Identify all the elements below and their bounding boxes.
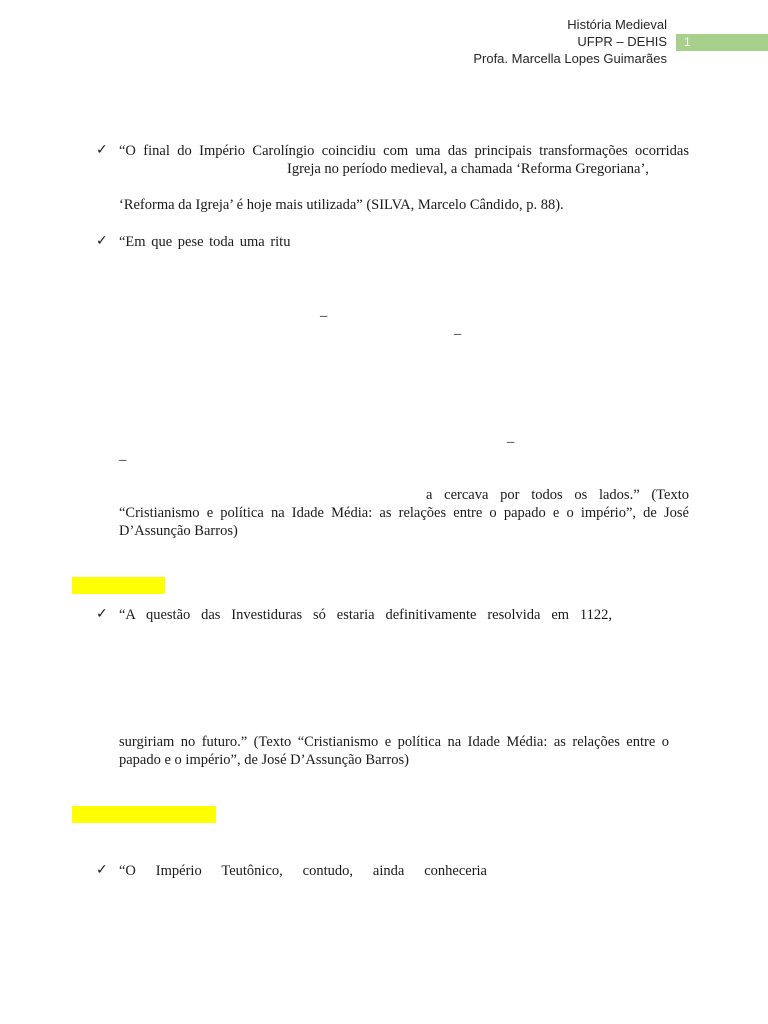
quote2-line3: “Cristianismo e política na Idade Média: as relações entre o papado e o império”, de José <box>119 505 689 521</box>
checkmark-icon: ✓ <box>96 862 108 878</box>
quote3-line1: “A questão das Investiduras só estaria definitivamente resolvida em 1122, <box>119 607 612 623</box>
header-course: História Medieval <box>567 17 667 32</box>
quote2-line2: a cercava por todos os lados.” (Texto <box>426 487 689 503</box>
header-teacher: Profa. Marcella Lopes Guimarães <box>473 51 667 66</box>
dash-mark: _ <box>507 429 515 445</box>
checkmark-icon: ✓ <box>96 606 108 622</box>
yellow-highlight <box>72 806 216 823</box>
dash-mark: _ <box>119 447 127 463</box>
checkmark-icon: ✓ <box>96 142 108 158</box>
document-header <box>473 16 667 67</box>
quote1-line1: “O final do Império Carolíngio coincidiu com uma das principais transformações ocorridas <box>119 143 689 159</box>
quote3-line2: surgiriam no futuro.” (Texto “Cristianismo e política na Idade Média: as relações entre o <box>119 734 669 750</box>
quote2-line4: D’Assunção Barros) <box>119 523 238 539</box>
checkmark-icon: ✓ <box>96 233 108 249</box>
quote1-line2: Igreja no período medieval, a chamada ‘Reforma Gregoriana’, <box>287 161 649 177</box>
dash-mark: _ <box>454 321 462 337</box>
quote2-line1: “Em que pese toda uma ritu <box>119 234 291 250</box>
quote1-line3: ‘Reforma da Igreja’ é hoje mais utilizada” (SILVA, Marcelo Cândido, p. 88). <box>119 197 564 213</box>
page-number: 1 <box>676 34 768 51</box>
dash-mark: _ <box>320 303 328 319</box>
yellow-highlight <box>72 577 165 594</box>
quote3-line3: papado e o império”, de José D’Assunção Barros) <box>119 752 409 768</box>
quote4-line1: “O Império Teutônico, contudo, ainda conheceria <box>119 863 487 879</box>
header-department: UFPR – DEHIS <box>577 34 667 49</box>
